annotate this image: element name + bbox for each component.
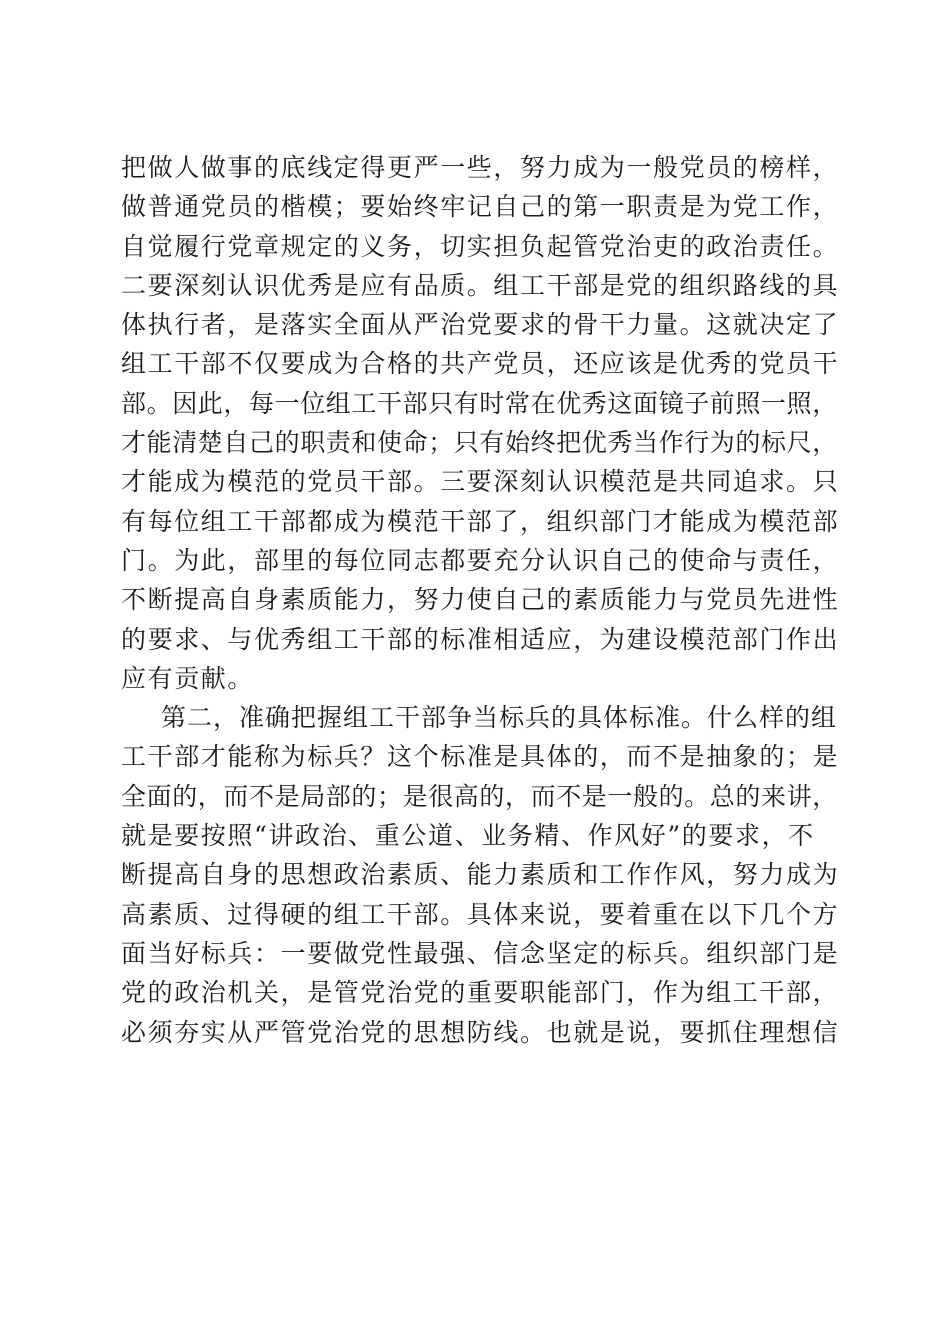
text-line: 做普通党员的楷模；要始终牢记自己的第一职责是为党工作， [121, 192, 840, 222]
text-line: 面当好标兵：一要做党性最强、信念坚定的标兵。组织部门是 [121, 938, 840, 968]
text-line: 才能成为模范的党员干部。三要深刻认识模范是共同追求。只 [121, 467, 840, 497]
body-text [121, 148, 841, 1052]
text-line: 自觉履行党章规定的义务，切实担负起管党治吏的政治责任。 [121, 231, 840, 261]
text-line: 部。因此，每一位组工干部只有时常在优秀这面镜子前照一照， [121, 388, 838, 418]
text-line: 全面的，而不是局部的；是很高的，而不是一般的。总的来讲， [121, 781, 838, 811]
paragraph-start-line: 第二，准确把握组工干部争当标兵的具体标准。什么样的组 [161, 703, 838, 733]
text-line: 门。为此，部里的每位同志都要充分认识自己的使命与责任， [121, 545, 840, 575]
text-line: 党的政治机关，是管党治党的重要职能部门，作为组工干部， [121, 978, 840, 1008]
text-line: 必须夯实从严管党治党的思想防线。也就是说，要抓住理想信 [121, 1017, 840, 1047]
text-line: 就是要按照“讲政治、重公道、业务精、作风好”的要求，不 [121, 821, 815, 851]
text-line: 二要深刻认识优秀是应有品质。组工干部是党的组织路线的具 [121, 270, 840, 300]
text-line: 高素质、过得硬的组工干部。具体来说，要着重在以下几个方 [121, 899, 840, 929]
text-line: 有每位组工干部都成为模范干部了，组织部门才能成为模范部 [121, 506, 840, 536]
text-line: 断提高自身的思想政治素质、能力素质和工作作风，努力成为 [121, 860, 840, 890]
text-line: 的要求、与优秀组工干部的标准相适应，为建设模范部门作出 [121, 624, 840, 654]
text-line: 不断提高自身素质能力，努力使自己的素质能力与党员先进性 [121, 585, 840, 615]
text-line: 组工干部不仅要成为合格的共产党员，还应该是优秀的党员干 [121, 349, 840, 379]
text-line: 才能清楚自己的职责和使命；只有始终把优秀当作行为的标尺， [121, 428, 838, 458]
text-line: 把做人做事的底线定得更严一些，努力成为一般党员的榜样， [121, 153, 840, 182]
text-line: 工干部才能称为标兵？这个标准是具体的，而不是抽象的；是 [121, 742, 840, 772]
text-line: 体执行者，是落实全面从严治党要求的骨干力量。这就决定了 [121, 310, 840, 340]
text-line: 应有贡献。 [121, 663, 255, 693]
